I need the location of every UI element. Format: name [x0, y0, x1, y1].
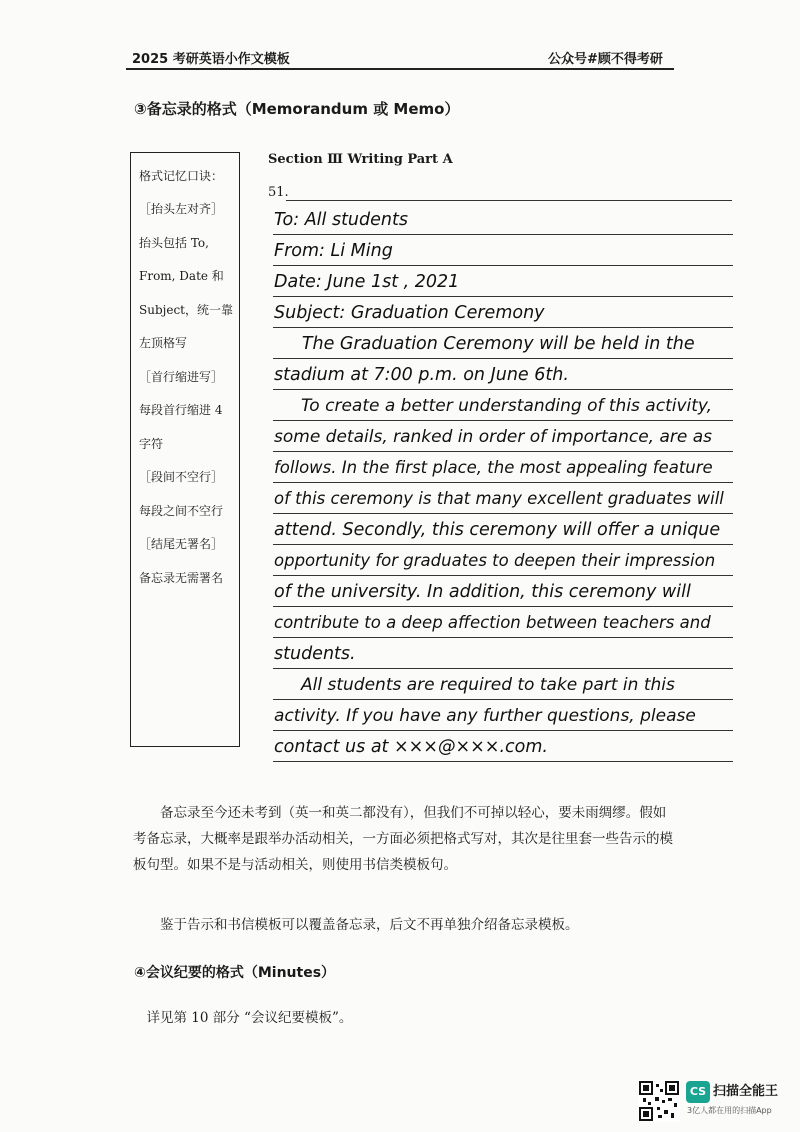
tip-line: ［首行缩进写］	[139, 370, 224, 384]
memo-body-line: All students are required to take part in this	[274, 675, 675, 695]
tip-line: 左顶格写	[139, 336, 188, 350]
tip-line: 格式记忆口诀：	[139, 169, 224, 183]
header-right: 公众号#顾不得考研	[548, 52, 663, 67]
tip-line: ［抬头左对齐］	[139, 202, 224, 216]
memo-body-line: of the university. In addition, this ceremony will	[274, 582, 691, 602]
memo-subject: Subject: Graduation Ceremony	[274, 303, 545, 323]
memo-body-line: of this ceremony is that many excellent graduates will	[274, 489, 724, 508]
header-left: 2025 考研英语小作文模板	[132, 52, 290, 67]
tip-line: 备忘录无需署名	[139, 571, 224, 585]
question-number: 51.	[268, 185, 289, 200]
tip-line: 每段首行缩进 4	[139, 403, 223, 417]
answer-sheet-heading: Section Ⅲ Writing Part A	[268, 152, 453, 167]
tip-line: ［段间不空行］	[139, 470, 224, 484]
memo-body-line: contribute to a deep affection between teachers and	[274, 613, 711, 632]
footer-app-name: 扫描全能王	[713, 1084, 779, 1099]
footer-tagline: 3亿人都在用的扫描App	[687, 1106, 772, 1115]
tip-line: Subject，统一靠	[139, 303, 233, 317]
memo-to: To: All students	[274, 210, 408, 230]
memo-body-line: attend. Secondly, this ceremony will offer a unique	[274, 520, 721, 540]
answer-rule	[286, 200, 732, 201]
memo-body-line: contact us at ×××@×××.com.	[274, 737, 548, 757]
tip-line: 抬头包括 To,	[139, 236, 209, 250]
section-3-title: ③备忘录的格式（Memorandum 或 Memo）	[134, 100, 460, 118]
tip-line: ［结尾无署名］	[139, 537, 224, 551]
memo-body-line: activity. If you have any further questions, please	[274, 706, 696, 726]
memo-date: Date: June 1st , 2021	[274, 272, 460, 292]
memo-body-line: To create a better understanding of this activity,	[274, 396, 713, 416]
memo-body-line: opportunity for graduates to deepen their impression	[274, 551, 716, 570]
memo-from: From: Li Ming	[274, 241, 393, 261]
section-4-text: 详见第 10 部分 “会议纪要模板”。	[146, 1010, 353, 1026]
tip-line: From, Date 和	[139, 269, 224, 283]
header-divider	[126, 68, 674, 70]
section-4-title: ④会议纪要的格式（Minutes）	[134, 965, 336, 981]
explanation-paragraph: 备忘录至今还未考到（英一和英二都没有），但我们不可掉以轻心，要未雨绸缪。假如考备忘录，大概率是跟举办活动相关，一方面必须把格式写对，其次是往里套一些告示的模板句型。如果不是与活动相关，则使用书信类模板句。	[133, 805, 673, 873]
memo-body-line: some details, ranked in order of importance, are as	[274, 427, 713, 447]
memo-body-line: stadium at 7:00 p.m. on June 6th.	[274, 365, 569, 385]
camscanner-logo: CS	[686, 1081, 710, 1103]
explanation-paragraph: 鉴于告示和书信模板可以覆盖备忘录，后文不再单独介绍备忘录模板。	[160, 917, 579, 933]
memo-body-line: follows. In the first place, the most appealing feature	[274, 458, 713, 477]
memo-body-line: The Graduation Ceremony will be held in the	[274, 334, 695, 354]
memo-body-line: students.	[274, 644, 356, 664]
tip-line: 每段之间不空行	[139, 504, 224, 518]
qr-code-icon	[638, 1080, 680, 1122]
format-tips-box	[130, 152, 240, 747]
tip-line: 字符	[139, 437, 164, 451]
